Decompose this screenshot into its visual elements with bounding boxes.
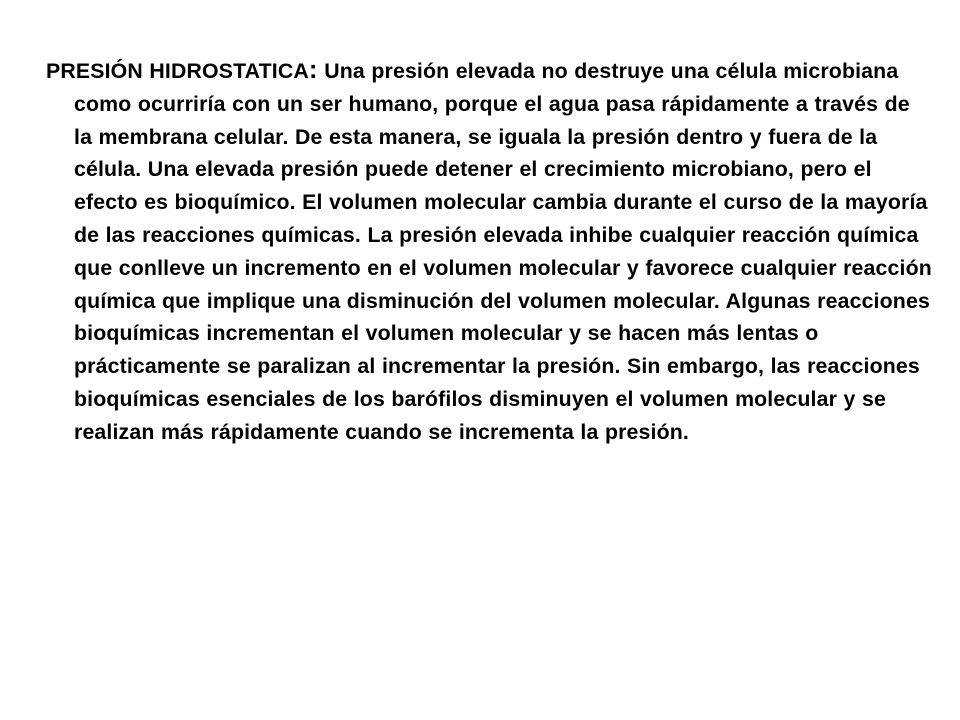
- heading-colon: :: [308, 54, 318, 84]
- body-paragraph: [46, 53, 934, 449]
- paragraph-heading: PRESIÓN HIDROSTATICA: [46, 59, 309, 83]
- paragraph-body: Una presión elevada no destruye una célula microbiana como ocurriría con un ser humano, porque el agua pasa rápidamente a través de la membrana celular. De esta manera, se iguala la presión dentro y fuera de la célula. Una elevada presión puede detener el crecimiento microbiano, pero el efecto es bioquímico. El volumen molecular cambia durante el curso de la mayoría de las reacciones químicas. La presión elevada inhibe cualquier reacción química que conlleve un incremento en el volumen molecular y favorece cualquier reacción química que implique una disminución del volumen molecular. Algunas reacciones bioquímicas incrementan el volumen molecular y se hacen más lentas o prácticamente se paralizan al incrementar la presión. Sin embargo, las reacciones bioquímicas esenciales de los barófilos disminuyen el volumen molecular y se realizan más rápidamente cuando se incrementa la presión.: [74, 59, 932, 444]
